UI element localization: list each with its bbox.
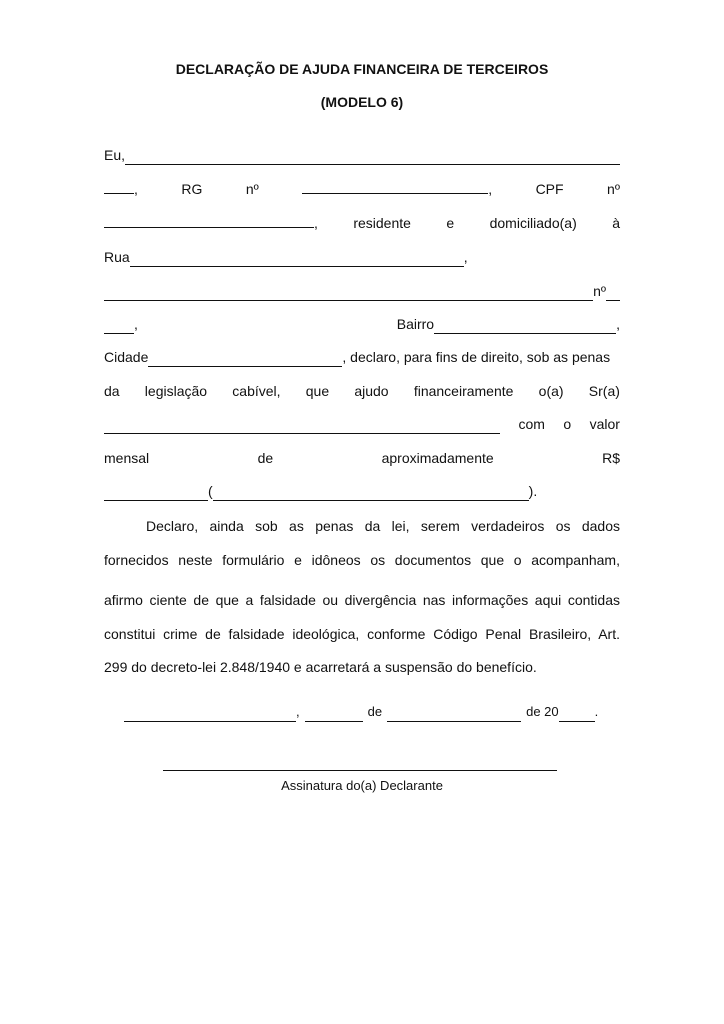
word: mensal xyxy=(104,450,150,466)
cpf-field[interactable] xyxy=(104,213,314,228)
label-rua: Rua xyxy=(104,249,130,265)
line-rg-cpf: , RG nº , CPF nº xyxy=(104,179,620,199)
declaration-line: afirmo ciente de que a falsidade ou divergência nas informações aqui contidas xyxy=(104,592,620,608)
line-mensal xyxy=(104,448,620,468)
word: valor xyxy=(589,416,620,432)
street-continuation-field[interactable] xyxy=(104,286,593,301)
city-field[interactable] xyxy=(148,352,342,367)
line-street-number xyxy=(104,281,620,301)
word: financeiramente xyxy=(413,383,514,399)
month-field[interactable] xyxy=(387,707,521,722)
day-field[interactable] xyxy=(305,707,363,722)
name-field[interactable] xyxy=(125,150,620,165)
line-legislacao xyxy=(104,381,620,401)
house-number-field[interactable] xyxy=(606,286,620,301)
text-declaro: , declaro, para fins de direito, sob as penas xyxy=(342,349,611,365)
declaration-line: fornecidos neste formulário e idôneos os documentos que o acompanham, xyxy=(104,552,620,568)
declaration-line: Declaro, ainda sob as penas da lei, serem verdadeiros os dados xyxy=(146,518,620,534)
amount-in-words-field[interactable] xyxy=(213,486,529,501)
signature-caption: Assinatura do(a) Declarante xyxy=(281,778,443,793)
label-number: nº xyxy=(593,283,606,299)
word: legislação xyxy=(144,383,208,399)
declaration-line: constitui crime de falsidade ideológica, conforme Código Penal Brasileiro, Art. xyxy=(104,626,620,642)
label-rg-no: nº xyxy=(245,181,259,197)
word: de xyxy=(367,704,383,719)
line-name xyxy=(104,145,620,165)
currency-label: R$ xyxy=(602,450,620,466)
label-cidade: Cidade xyxy=(104,349,149,365)
label-cpf-no: nº xyxy=(607,181,620,197)
label-domiciliado: domiciliado(a) xyxy=(489,215,577,231)
word: o xyxy=(563,416,572,432)
label-bairro: Bairro xyxy=(396,316,435,332)
place-field[interactable] xyxy=(124,707,296,722)
line-rua: Rua , xyxy=(104,249,468,265)
name-continuation-field[interactable] xyxy=(104,179,134,194)
label-cpf: CPF xyxy=(535,181,564,197)
word: Sr(a) xyxy=(588,383,620,399)
word: de 20 xyxy=(526,704,559,719)
word: o(a) xyxy=(538,383,564,399)
label-eu: Eu, xyxy=(104,147,126,163)
line-amount: ( ). xyxy=(104,481,620,501)
amount-field[interactable] xyxy=(104,486,208,501)
line-bairro: , Bairro , xyxy=(104,314,620,334)
street-field[interactable] xyxy=(130,252,464,267)
word: com xyxy=(518,416,545,432)
line-cidade xyxy=(104,347,620,367)
line-cpf-residente: , residente e domiciliado(a) à xyxy=(104,213,620,233)
word: ajudo xyxy=(354,383,389,399)
word: que xyxy=(305,383,330,399)
word: da xyxy=(104,383,120,399)
word: cabível, xyxy=(232,383,281,399)
label-a: à xyxy=(612,215,620,231)
line-beneficiary xyxy=(104,414,620,434)
word: aproximadamente xyxy=(381,450,494,466)
document-title: DECLARAÇÃO DE AJUDA FINANCEIRA DE TERCEIROS xyxy=(175,61,549,77)
word: de xyxy=(257,450,274,466)
declaration-line: 299 do decreto-lei 2.848/1940 e acarretará a suspensão do benefício. xyxy=(104,659,537,675)
line-date: , de de 20 . xyxy=(124,702,604,722)
year-field[interactable] xyxy=(559,707,595,722)
document-subtitle: (MODELO 6) xyxy=(320,94,404,110)
label-e: e xyxy=(446,215,455,231)
label-rg: RG xyxy=(181,181,203,197)
beneficiary-field[interactable] xyxy=(104,419,500,434)
neighborhood-field[interactable] xyxy=(434,319,616,334)
signature-line[interactable] xyxy=(163,770,557,771)
rg-field[interactable] xyxy=(302,179,488,194)
label-residente: residente xyxy=(353,215,411,231)
house-number-continuation-field[interactable] xyxy=(104,319,134,334)
